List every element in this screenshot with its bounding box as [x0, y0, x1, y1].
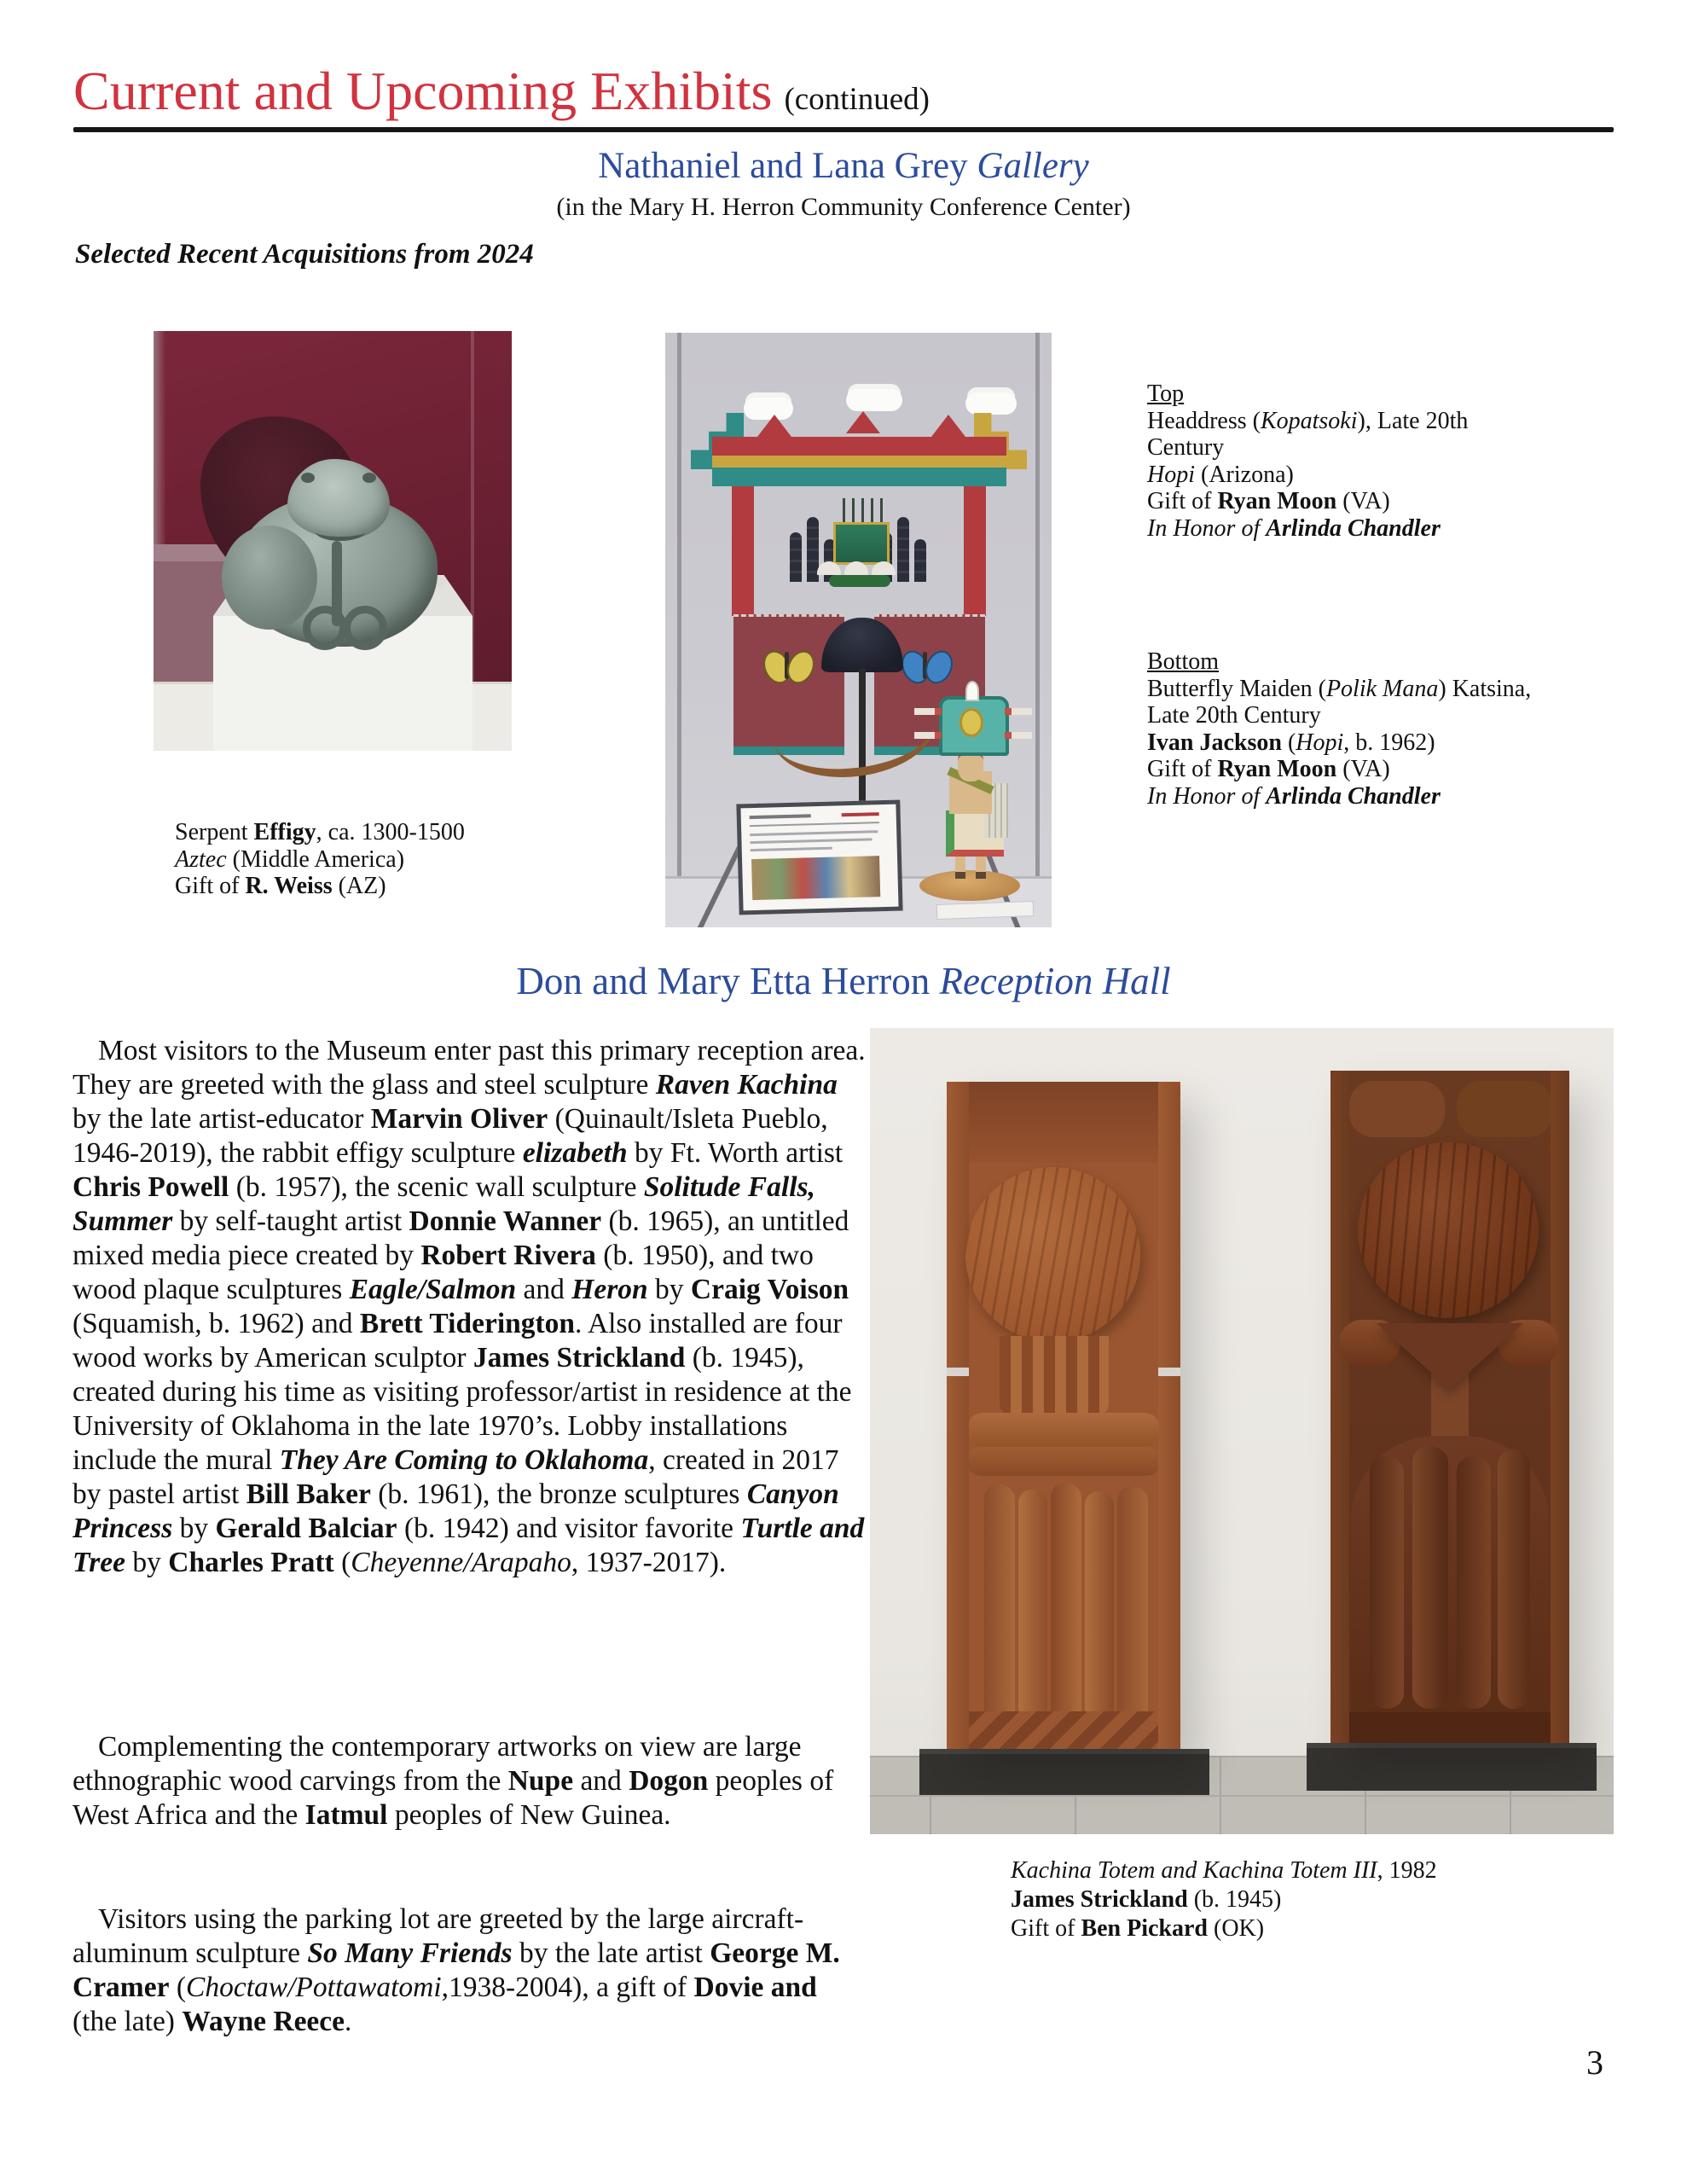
caption-line: Serpent Effigy, ca. 1300-1500 — [175, 819, 465, 845]
totem-disc — [1358, 1142, 1539, 1318]
serpent-effigy-photo — [154, 331, 512, 751]
caption-line: James Strickland (b. 1945) — [1011, 1886, 1282, 1913]
headdress-tablita — [712, 437, 1006, 486]
display-case-photo — [665, 333, 1052, 927]
body-paragraph-2: Complementing the contemporary artworks on view are large ethnographic wood carvings from the Nupe and Dogon peoples of West Africa and the Iatmul peoples of New Guinea. — [72, 1731, 834, 1831]
caption-top-headdress — [1147, 380, 1468, 542]
katsina-tablita — [939, 696, 1009, 756]
caption-line: Gift of Ryan Moon (VA) — [1147, 756, 1390, 782]
katsina-base — [919, 870, 1020, 901]
gallery-heading-name: Nathaniel and Lana Grey — [598, 146, 977, 186]
totem-disc — [965, 1167, 1140, 1342]
caption-line: Late 20th Century — [1147, 702, 1321, 729]
caption-line: In Honor of Arlinda Chandler — [1147, 514, 1441, 542]
gallery-heading — [0, 145, 1687, 187]
header-divider — [73, 127, 1614, 132]
caption-line: Bottom — [1147, 648, 1220, 675]
cotton-cloud — [965, 392, 1017, 415]
caption-line: Hopi (Arizona) — [1147, 461, 1294, 488]
caption-line: Aztec (Middle America) — [175, 845, 405, 873]
reception-heading-name: Don and Mary Etta Herron — [516, 960, 940, 1002]
caption-line: Gift of Ben Pickard (OK) — [1011, 1915, 1265, 1942]
caption-line: Ivan Jackson (Hopi, b. 1962) — [1147, 729, 1435, 756]
caption-serpent-effigy — [175, 819, 465, 900]
caption-line: Kachina Totem and Kachina Totem III, 1982 — [1011, 1857, 1437, 1884]
yellow-butterfly — [783, 650, 791, 679]
gallery-location: (in the Mary H. Herron Community Conference Center) — [556, 193, 1131, 221]
page-number: 3 — [1586, 2043, 1603, 2082]
caption-line: Century — [1147, 434, 1225, 461]
caption-line: Headdress (Kopatsoki), Late 20th — [1147, 407, 1469, 434]
blue-butterfly — [921, 650, 930, 679]
caption-kachina-totems — [1011, 1856, 1437, 1943]
caption-line: Gift of Ryan Moon (VA) — [1147, 488, 1390, 514]
gallery-heading-italic: Gallery — [977, 146, 1089, 186]
page-title — [73, 60, 930, 123]
reception-hall-heading — [0, 959, 1687, 1003]
caption-line: Gift of R. Weiss (AZ) — [175, 873, 386, 899]
page-title-suffix: (continued) — [784, 82, 930, 117]
page-title-text: Current and Upcoming Exhibits — [73, 61, 773, 121]
headdress-crown — [833, 522, 890, 565]
body-paragraph-3: Visitors using the parking lot are greeted by the large aircraft-aluminum sculpture So Many Friends by the late artist George M. Cramer (Choctaw/Pottawatomi,1938-2004), a gift of Dovie and (the late) Wayne Reece. — [72, 1903, 840, 2037]
caption-line: In Honor of Arlinda Chandler — [1147, 782, 1441, 810]
caption-line: Butterfly Maiden (Polik Mana) Katsina, — [1147, 675, 1532, 702]
caption-line: Top — [1147, 380, 1185, 407]
totem-triangle — [1377, 1323, 1523, 1390]
cotton-cloud — [846, 389, 902, 411]
info-placard — [736, 800, 902, 915]
caption-bottom-katsina — [1147, 648, 1531, 810]
kachina-totem-left — [947, 1082, 1180, 1749]
kachina-totem-right — [1330, 1071, 1569, 1743]
reception-heading-italic: Reception Hall — [939, 960, 1171, 1002]
body-paragraph-1: Most visitors to the Museum enter past this primary reception area. They are greeted with the glass and steel sculpture Raven Kachina by the late artist-educator Marvin Oliver (Quinault/Isleta Pueblo, 1946-2019), the rabbit effigy sculpture elizabeth by Ft. Worth artist Chris Powell (b. 1957), the scenic wall sculpture Solitude Falls, Summer by self-taught artist Donnie Wanner (b. 1965), an untitled mixed media piece created by Robert Rivera (b. 1950), and two wood plaque sculptures Eagle/Salmon and Heron by Craig Voison (Squamish, b. 1962) and Brett Tiderington. Also installed are four wood works by American sculptor James Strickland (b. 1945), created during his time as visiting professor/artist in residence at the University of Oklahoma in the late 1970’s. Lobby installations include the mural They Are Coming to Oklahoma, created in 2017 by pastel artist Bill Baker (b. 1961), the bronze sculptures Canyon Princess by Gerald Balciar (b. 1942) and visitor favorite Turtle and Tree by Charles Pratt (Cheyenne/Arapaho, 1937-2017). — [72, 1035, 866, 1578]
acquisitions-intro: Selected Recent Acquisitions from 2024 — [75, 239, 534, 270]
totems-photo — [870, 1028, 1614, 1834]
